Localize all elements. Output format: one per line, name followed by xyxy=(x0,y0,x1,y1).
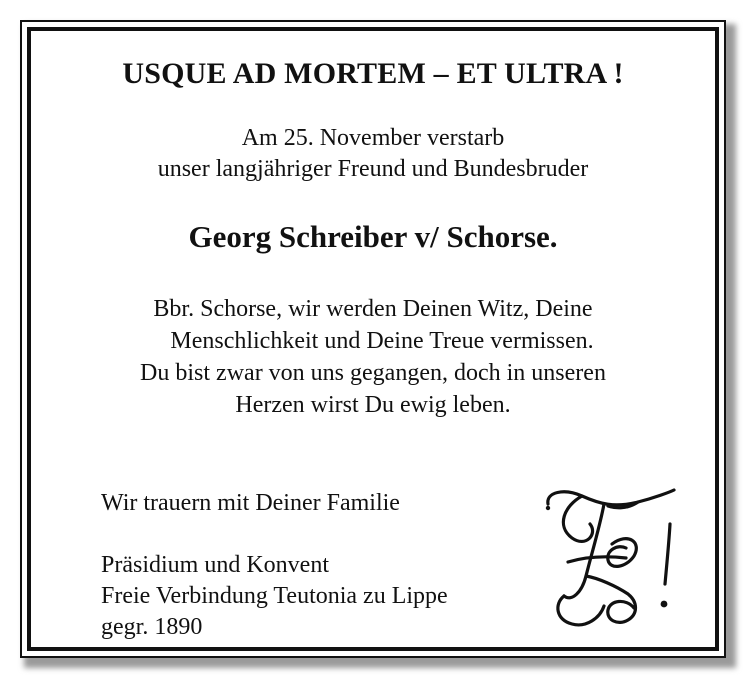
intro-text xyxy=(31,123,715,185)
signatory-line: Präsidium und Konvent xyxy=(101,552,329,578)
closing-block xyxy=(101,488,448,643)
tribute-line: Menschlichkeit und Deine Treue vermissen. xyxy=(170,328,594,354)
intro-line: Am 25. November verstarb xyxy=(241,125,505,151)
deceased-name: Georg Schreiber v/ Schorse. xyxy=(188,219,558,254)
fraternity-zirkel-signature-icon xyxy=(542,486,684,636)
obituary-card xyxy=(27,27,719,651)
mourning-line: Wir trauern mit Deiner Familie xyxy=(101,490,400,516)
tribute-line: Bbr. Schorse, wir werden Deinen Witz, Deine xyxy=(153,296,593,322)
spacer xyxy=(101,519,448,550)
signatory-line: Freie Verbindung Teutonia zu Lippe xyxy=(101,583,448,609)
signatory-line: gegr. 1890 xyxy=(101,614,203,640)
headline: USQUE AD MORTEM – ET ULTRA ! xyxy=(122,57,624,90)
intro-line: unser langjähriger Freund und Bundesbruder xyxy=(157,156,589,182)
obituary-outer-frame xyxy=(20,20,726,658)
tribute-line: Du bist zwar von uns gegangen, doch in unseren xyxy=(140,360,606,386)
tribute-line: Herzen wirst Du ewig leben. xyxy=(235,392,511,418)
tribute-text xyxy=(31,293,715,421)
